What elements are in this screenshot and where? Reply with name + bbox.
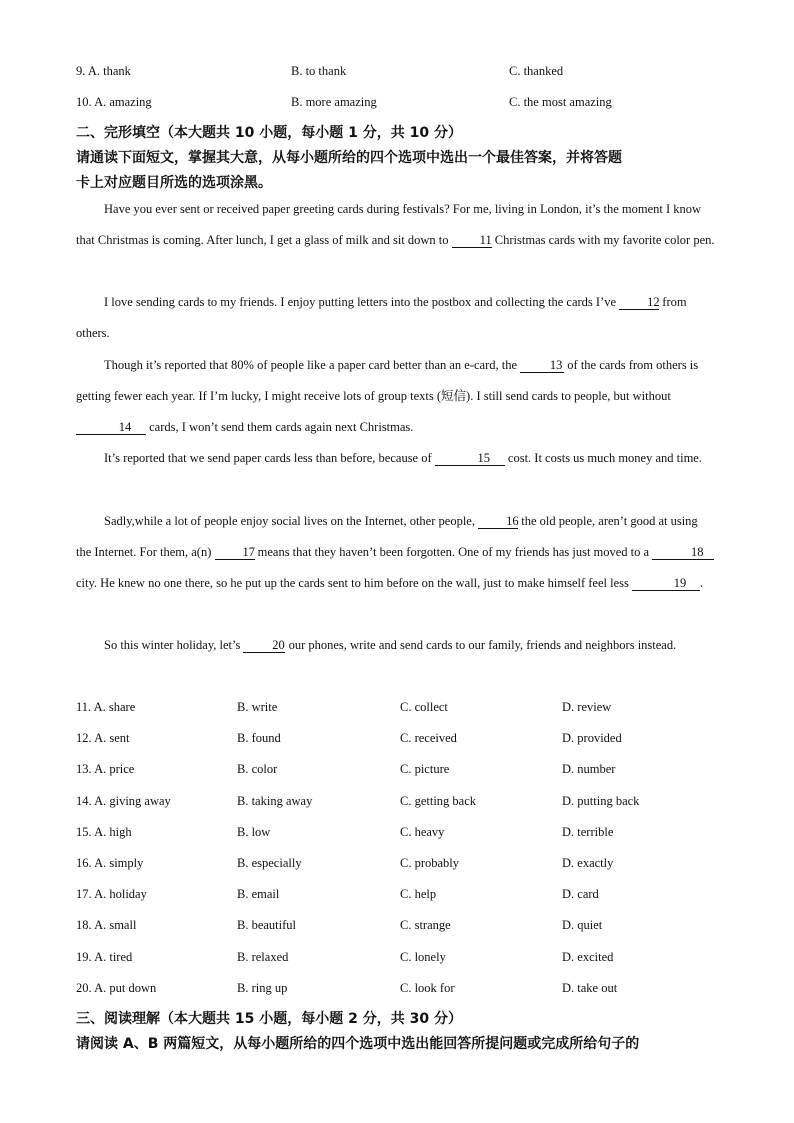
option-d: D. card (562, 887, 599, 901)
option-a: A. tired (94, 950, 133, 964)
section-3-heading: 三、阅读理解（本大题共 15 小题，每小题 2 分，共 30 分） (76, 1011, 462, 1027)
question-number: 18. (76, 918, 92, 932)
option-a: A. simply (94, 856, 144, 870)
option-c: C. lonely (400, 950, 446, 964)
passage-paragraph-2: I love sending cards to my friends. I enjoy putting letters into the postbox and collecting the cards I’ve 12 from others. (76, 295, 687, 340)
option-b: B. more amazing (291, 95, 377, 109)
section-3-instruction-line1: 请阅读 A、B 两篇短文，从每小题所给的四个选项中选出能回答所提问题或完成所给句子的 (76, 1036, 640, 1052)
option-b: B. beautiful (237, 918, 297, 932)
question-number: 17. (76, 887, 92, 901)
question-row (76, 950, 726, 970)
blank-15: 15 (435, 451, 505, 466)
option-d: D. review (562, 700, 612, 714)
option-row-10 (76, 95, 726, 115)
section-2-instruction-line1: 请通读下面短文，掌握其大意，从每小题所给的四个选项中选出一个最佳答案，并将答题 (76, 150, 622, 166)
option-c: C. thanked (509, 64, 564, 78)
option-c: C. received (400, 731, 457, 745)
blank-20: 20 (243, 638, 285, 653)
option-b: B. found (237, 731, 281, 745)
option-c: C. the most amazing (509, 95, 612, 109)
option-a: A. share (93, 700, 136, 714)
option-c: C. strange (400, 918, 451, 932)
option-b: B. especially (237, 856, 302, 870)
option-b: B. relaxed (237, 950, 289, 964)
option-b: B. email (237, 887, 280, 901)
option-a: A. thank (87, 64, 131, 78)
question-number: 20. (76, 981, 92, 995)
option-b: B. ring up (237, 981, 288, 995)
passage-paragraph-1: Have you ever sent or received paper greeting cards during festivals? For me, living in London, it’s the moment I know that Christmas is coming. After lunch, I get a glass of milk and sit down to 11 Christmas cards with my favorite color pen. (76, 202, 715, 247)
question-row (76, 918, 726, 938)
question-number: 19. (76, 950, 92, 964)
option-a: A. giving away (94, 794, 171, 808)
blank-11: 11 (452, 233, 492, 248)
option-c: C. collect (400, 700, 448, 714)
option-b: B. low (237, 825, 271, 839)
option-c: C. help (400, 887, 437, 901)
option-d: D. exactly (562, 856, 614, 870)
option-d: D. quiet (562, 918, 603, 932)
section-2-instruction-line2: 卡上对应题目所选的选项涂黑。 (76, 175, 272, 191)
blank-18: 18 (652, 545, 714, 560)
question-number: 9. (76, 64, 86, 78)
option-b: B. write (237, 700, 278, 714)
passage-paragraph-6: So this winter holiday, let’s 20 our phones, write and send cards to our family, friends and neighbors instead. (104, 638, 677, 652)
question-number: 13. (76, 762, 92, 776)
option-b: B. taking away (237, 794, 313, 808)
blank-12: 12 (619, 295, 659, 310)
question-row (76, 856, 726, 876)
question-row (76, 794, 726, 814)
option-d: D. putting back (562, 794, 640, 808)
question-number: 16. (76, 856, 92, 870)
option-c: C. getting back (400, 794, 477, 808)
option-a: A. holiday (94, 887, 147, 901)
option-b: B. color (237, 762, 278, 776)
passage-paragraph-4: It’s reported that we send paper cards less than before, because of 15 cost. It costs us much money and time. (104, 451, 702, 465)
option-a: A. small (94, 918, 137, 932)
question-row (76, 887, 726, 907)
option-a: A. price (94, 762, 135, 776)
option-a: A. put down (94, 981, 157, 995)
question-row (76, 731, 726, 751)
question-number: 12. (76, 731, 92, 745)
question-row (76, 825, 726, 845)
option-a: A. sent (94, 731, 130, 745)
option-a: A. high (94, 825, 132, 839)
option-d: D. provided (562, 731, 622, 745)
question-number: 14. (76, 794, 92, 808)
option-c: C. heavy (400, 825, 445, 839)
option-d: D. number (562, 762, 616, 776)
option-b: B. to thank (291, 64, 347, 78)
option-row-9 (76, 64, 726, 84)
option-c: C. probably (400, 856, 460, 870)
question-row (76, 762, 726, 782)
section-2-heading: 二、完形填空（本大题共 10 小题，每小题 1 分，共 10 分） (76, 125, 462, 141)
passage-paragraph-3: Though it’s reported that 80% of people like a paper card better than an e-card, the 13 of the cards from others is getting fewer each year. If I’m lucky, I might receive lots of group texts (短信). I still send cards to people, but without 14 cards, I won’t send them cards again next Christmas. (76, 358, 699, 434)
question-number: 15. (76, 825, 92, 839)
blank-19: 19 (632, 576, 700, 591)
blank-17: 17 (215, 545, 255, 560)
passage-paragraph-5: Sadly,while a lot of people enjoy social lives on the Internet, other people, 16 the old people, aren’t good at using the Internet. For them, a(n) 17 means that they haven’t been forgotten. One of my friends has just moved to a 18 city. He knew no one there, so he put up the cards sent to him before on the wall, just to make himself feel less 19 . (76, 506, 716, 599)
blank-16: 16 (478, 514, 518, 529)
option-c: C. picture (400, 762, 450, 776)
question-number: 11. (76, 700, 92, 714)
question-number: 10. (76, 95, 92, 109)
option-a: A. amazing (94, 95, 152, 109)
option-d: D. terrible (562, 825, 614, 839)
option-d: D. take out (562, 981, 618, 995)
option-c: C. look for (400, 981, 455, 995)
question-row (76, 700, 726, 720)
option-d: D. excited (562, 950, 614, 964)
blank-13: 13 (520, 358, 564, 373)
blank-14: 14 (76, 420, 146, 435)
question-row (76, 981, 726, 1001)
